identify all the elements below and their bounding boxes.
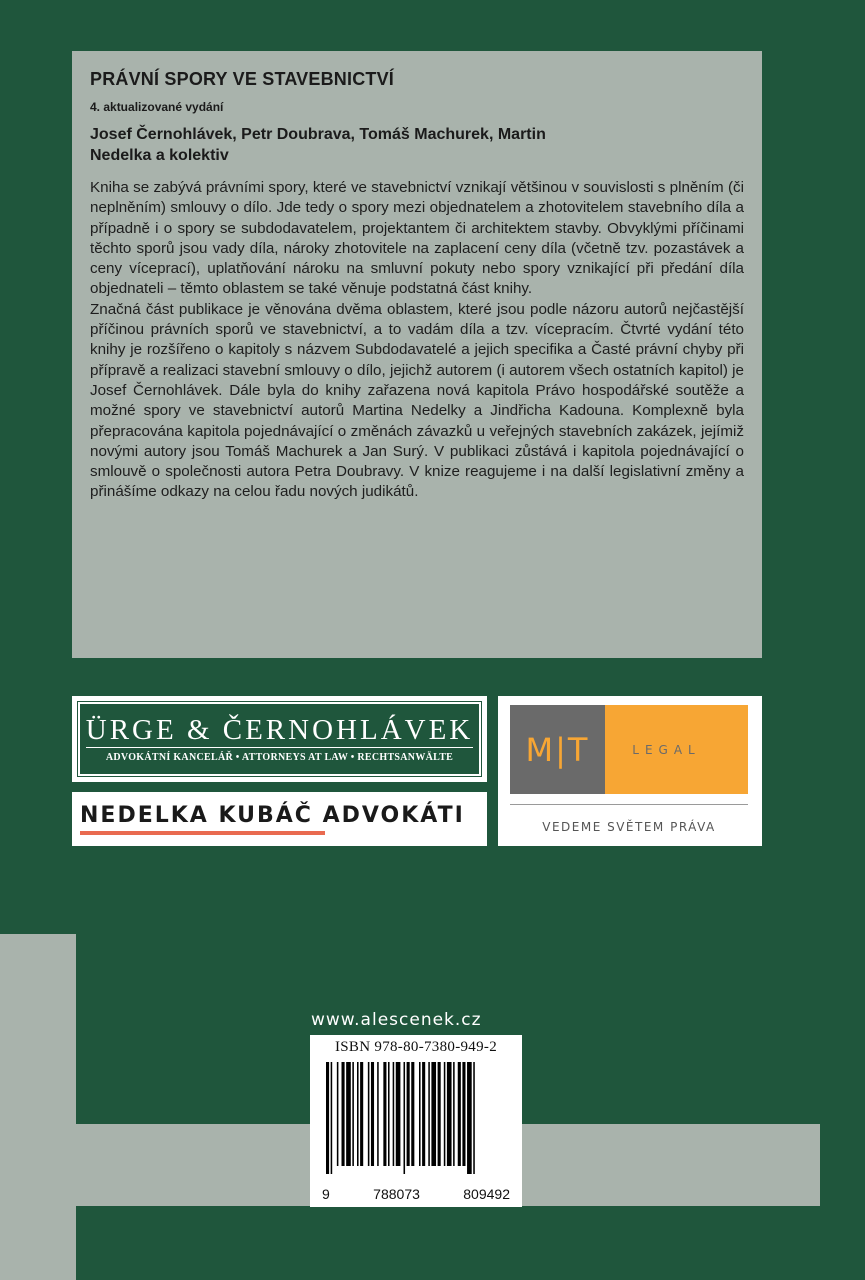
barcode-digit-group-1: 9	[322, 1186, 330, 1202]
mt-logo-grey-block	[510, 705, 605, 794]
description-paragraph-2: Značná část publikace je věnována dvěma oblastem, které jsou podle názoru autorů nejčastější příčinou právních sporů ve stavebnictví, a to vadám díla a tzv. vícepracím. Čtvrté vydání této knihy je rozšířeno o kapitoly s názvem Subdodavatelé a jejich specifika a Časté právní chyby při přípravě a realizaci stavební smlouvy o dílo, jejichž autorem (i autorem všech ostatních kapitol) je Josef Černohlávek. Dále byla do knihy zařazena nová kapitola Právo hospodářské soutěže a možné spory ve stavebnictví autorů Martina Nedelky a Jindřicha Kadouna. Komplexně byla přepracována kapitola pojednávající o změnách závazků u veřejných stavebních zakázek, jejímiž novými autory jsou Tomáš Machurek a Jan Surý. V publikaci zůstává i kapitola pojednávající o smlouvě o společnosti autora Petra Doubravy. V knize reagujeme i na další legislativní změny a přinášíme odkazy na celou řadu nových judikátů.	[90, 300, 744, 501]
barcode-bar	[396, 1062, 401, 1166]
urge-logo-frame	[78, 702, 481, 776]
barcode-bar	[393, 1062, 395, 1166]
mt-logo-legal-text: LEGAL	[632, 742, 701, 757]
barcode-bar	[419, 1062, 421, 1166]
barcode-bar	[473, 1062, 475, 1174]
barcode-digit-group-2: 788073	[373, 1186, 420, 1202]
book-title: PRÁVNÍ SPORY VE STAVEBNICTVÍ	[90, 69, 394, 89]
nedelka-underline	[80, 831, 325, 835]
barcode-bar	[360, 1062, 363, 1166]
barcode-bar	[368, 1062, 370, 1166]
barcode-bar	[458, 1062, 461, 1166]
barcode-digits	[322, 1186, 510, 1202]
publisher-website: www.alescenek.cz	[311, 1010, 482, 1030]
mt-legal-logo	[498, 696, 762, 846]
barcode-bar	[411, 1062, 414, 1166]
barcode-bar	[444, 1062, 446, 1166]
barcode-bar	[462, 1062, 465, 1166]
barcode-bar	[407, 1062, 410, 1166]
nedelka-kubac-logo	[72, 792, 487, 846]
barcode-bar	[337, 1062, 339, 1166]
barcode-bar	[342, 1062, 345, 1166]
barcode-bar	[388, 1062, 390, 1166]
barcode-bar	[431, 1062, 436, 1166]
barcode-bar	[377, 1062, 379, 1166]
isbn-barcode-box	[310, 1035, 522, 1207]
barcode-bar	[404, 1062, 406, 1174]
mt-logo-orange-block	[605, 705, 748, 794]
nedelka-logo-text: NEDELKA KUBÁČ ADVOKÁTI	[80, 802, 465, 828]
barcode-bar	[383, 1062, 386, 1166]
urge-logo-name: ÜRGE & ČERNOHLÁVEK	[85, 714, 474, 746]
barcode-bar	[371, 1062, 374, 1166]
mt-logo-slogan: VEDEME SVĚTEM PRÁVA	[542, 820, 716, 834]
description-panel	[72, 51, 762, 658]
barcode-bar	[326, 1062, 329, 1174]
barcode-graphic	[322, 1062, 510, 1174]
description-paragraph-1: Kniha se zabývá právními spory, které ve stavebnictví vznikají většinou v souvislosti s plněním (či neplněním) smlouvy o dílo. Jde tedy o spory mezi objednatelem a zhotovitelem stavebního díla a případně i o spory se subdodavatelem, projektantem či architektem stavby. Obvyklými příčinami těchto sporů jsou vady díla, nároky zhotovitele na zaplacení ceny díla (včetně tzv. pozastávek a ceny víceprací), uplatňování nároku na smluvní pokuty nebo spory vznikající při předání díla objednateli – těmto oblastem se také věnuje podstatná část knihy.	[90, 179, 744, 298]
barcode-bar	[453, 1062, 455, 1166]
barcode-bar	[357, 1062, 359, 1166]
barcode-bar	[331, 1062, 333, 1174]
urge-cernohlavek-logo	[72, 696, 487, 782]
barcode-digit-group-3: 809492	[463, 1186, 510, 1202]
barcode-bar	[447, 1062, 452, 1166]
barcode-bar	[346, 1062, 351, 1166]
mt-logo-divider	[510, 804, 748, 805]
edition-label: 4. aktualizované vydání	[90, 100, 224, 114]
barcode-bar	[467, 1062, 472, 1174]
isbn-number: ISBN 978-80-7380-949-2	[334, 1039, 497, 1055]
mt-logo-letters: M|T	[525, 730, 590, 769]
barcode-bar	[352, 1062, 354, 1166]
urge-logo-subtitle: ADVOKÁTNÍ KANCELÁŘ • ATTORNEYS AT LAW • RECHTSANWÄLTE	[105, 752, 454, 763]
authors-list: Josef Černohlávek, Petr Doubrava, Tomáš Machurek, Martin Nedelka a kolektiv	[90, 126, 546, 164]
decorative-band-vertical	[0, 934, 76, 1280]
barcode-bar	[438, 1062, 441, 1166]
barcode-bar	[428, 1062, 430, 1166]
barcode-bar	[422, 1062, 425, 1166]
